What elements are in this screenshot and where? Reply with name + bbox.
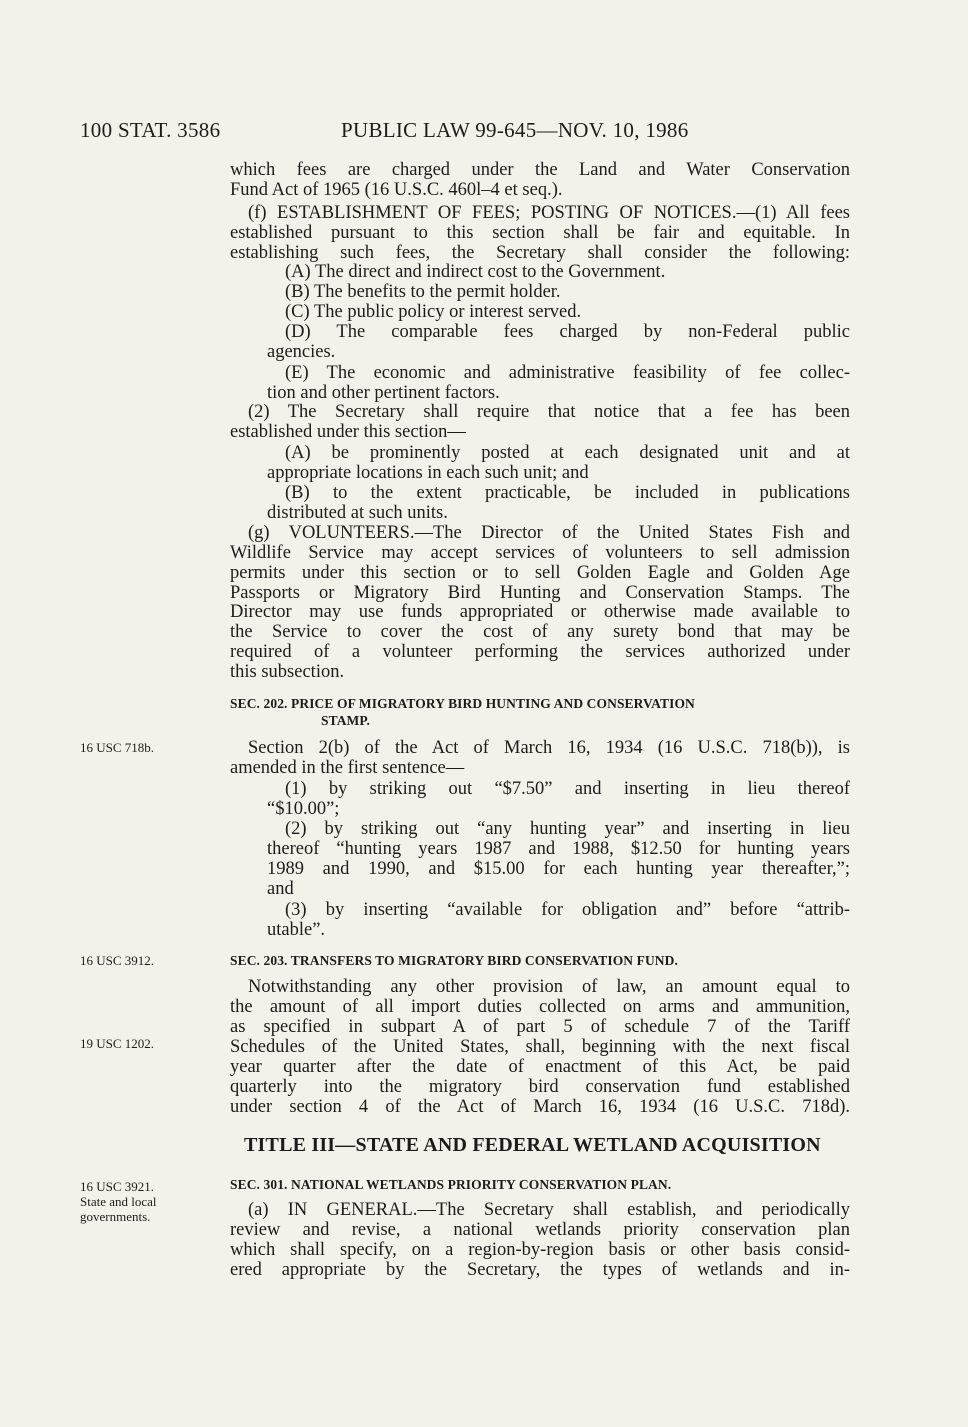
subsection-heading: (g) VOLUNTEERS.—The Director of the United States Fish and (248, 523, 850, 543)
text-line: distributed at such units. (267, 503, 448, 523)
text-line: quarterly into the migratory bird conservation fund established (230, 1077, 850, 1097)
section-heading: SEC. 202. PRICE OF MIGRATORY BIRD HUNTING AND CONSERVATION (230, 696, 695, 711)
section-heading: STAMP. (321, 713, 370, 728)
section-heading: SEC. 301. NATIONAL WETLANDS PRIORITY CONSERVATION PLAN. (230, 1177, 672, 1192)
text-line: and (267, 879, 294, 899)
text-line: Wildlife Service may accept services of volunteers to sell admission (230, 543, 850, 563)
section-heading: SEC. 203. TRANSFERS TO MIGRATORY BIRD CONSERVATION FUND. (230, 953, 678, 968)
text-line: establishing such fees, the Secretary shall consider the following: (230, 243, 850, 263)
text-line: appropriate locations in each such unit; and (267, 463, 589, 483)
text-line: (C) The public policy or interest served. (285, 302, 582, 322)
text-line: year quarter after the date of enactment of this Act, be paid (230, 1057, 850, 1077)
text-line: (A) be prominently posted at each designated unit and at (285, 443, 850, 463)
text-line: Passports or Migratory Bird Hunting and Conservation Stamps. The (230, 583, 850, 603)
text-line: 1989 and 1990, and $15.00 for each hunting year thereafter,”; (267, 859, 850, 879)
text-line: ered appropriate by the Secretary, the types of wetlands and in- (230, 1260, 850, 1280)
margin-note: governments. (80, 1209, 151, 1224)
text-line: “$10.00”; (267, 799, 340, 819)
text-line: Schedules of the United States, shall, beginning with the next fiscal (230, 1037, 850, 1057)
text-line: (1) by striking out “$7.50” and inserting in lieu thereof (285, 779, 850, 799)
running-header: PUBLIC LAW 99-645—NOV. 10, 1986 (341, 118, 689, 142)
text-line: (B) to the extent practicable, be included in publications (285, 483, 850, 503)
text-line: utable”. (267, 920, 326, 940)
text-line: established under this section— (230, 422, 466, 442)
margin-citation: 19 USC 1202. (80, 1036, 155, 1051)
text-line: required of a volunteer performing the services authorized under (230, 642, 850, 662)
text-line: (B) The benefits to the permit holder. (285, 282, 561, 302)
page-reference: 100 STAT. 3586 (80, 118, 221, 142)
text-line: (D) The comparable fees charged by non-Federal public (285, 322, 850, 342)
text-line: Fund Act of 1965 (16 U.S.C. 460l–4 et seq.). (230, 180, 563, 200)
text-line: (2) The Secretary shall require that notice that a fee has been (248, 402, 850, 422)
text-line: this subsection. (230, 662, 345, 682)
text-line: as specified in subpart A of part 5 of schedule 7 of the Tariff (230, 1017, 850, 1037)
margin-citation: 16 USC 718b. (80, 740, 155, 755)
text-line: (2) by striking out “any hunting year” and inserting in lieu (285, 819, 850, 839)
text-line: which shall specify, on a region-by-region basis or other basis consid- (230, 1240, 850, 1260)
margin-note: State and local (80, 1194, 157, 1209)
text-line: Section 2(b) of the Act of March 16, 1934 (16 U.S.C. 718(b)), is (248, 738, 850, 758)
text-line: agencies. (267, 342, 336, 362)
text-line: the amount of all import duties collected on arms and ammunition, (230, 997, 850, 1017)
margin-citation: 16 USC 3921. (80, 1179, 155, 1194)
text-line: Director may use funds appropriated or otherwise made available to (230, 602, 850, 622)
text-line: permits under this section or to sell Golden Eagle and Golden Age (230, 563, 850, 583)
text-line: (A) The direct and indirect cost to the Government. (285, 262, 666, 282)
subsection-heading: (f) ESTABLISHMENT OF FEES; POSTING OF NOTICES.—(1) All fees (248, 203, 850, 223)
text-line: tion and other pertinent factors. (267, 383, 500, 403)
text-line: amended in the first sentence— (230, 758, 465, 778)
text-line: review and revise, a national wetlands priority conservation plan (230, 1220, 850, 1240)
text-line: thereof “hunting years 1987 and 1988, $12.50 for hunting years (267, 839, 850, 859)
text-line: which fees are charged under the Land and Water Conservation (230, 160, 850, 180)
text-line: (3) by inserting “available for obligation and” before “attrib- (285, 900, 850, 920)
subsection-heading: (a) IN GENERAL.—The Secretary shall establish, and periodically (248, 1200, 850, 1220)
text-line: under section 4 of the Act of March 16, 1934 (16 U.S.C. 718d). (230, 1097, 850, 1117)
text-line: (E) The economic and administrative feasibility of fee collec- (285, 363, 850, 383)
text-line: established pursuant to this section shall be fair and equitable. In (230, 223, 850, 243)
title-heading: TITLE III—STATE AND FEDERAL WETLAND ACQUISITION (244, 1134, 821, 1156)
text-line: the Service to cover the cost of any surety bond that may be (230, 622, 850, 642)
text-line: Notwithstanding any other provision of law, an amount equal to (248, 977, 850, 997)
margin-citation: 16 USC 3912. (80, 953, 155, 968)
